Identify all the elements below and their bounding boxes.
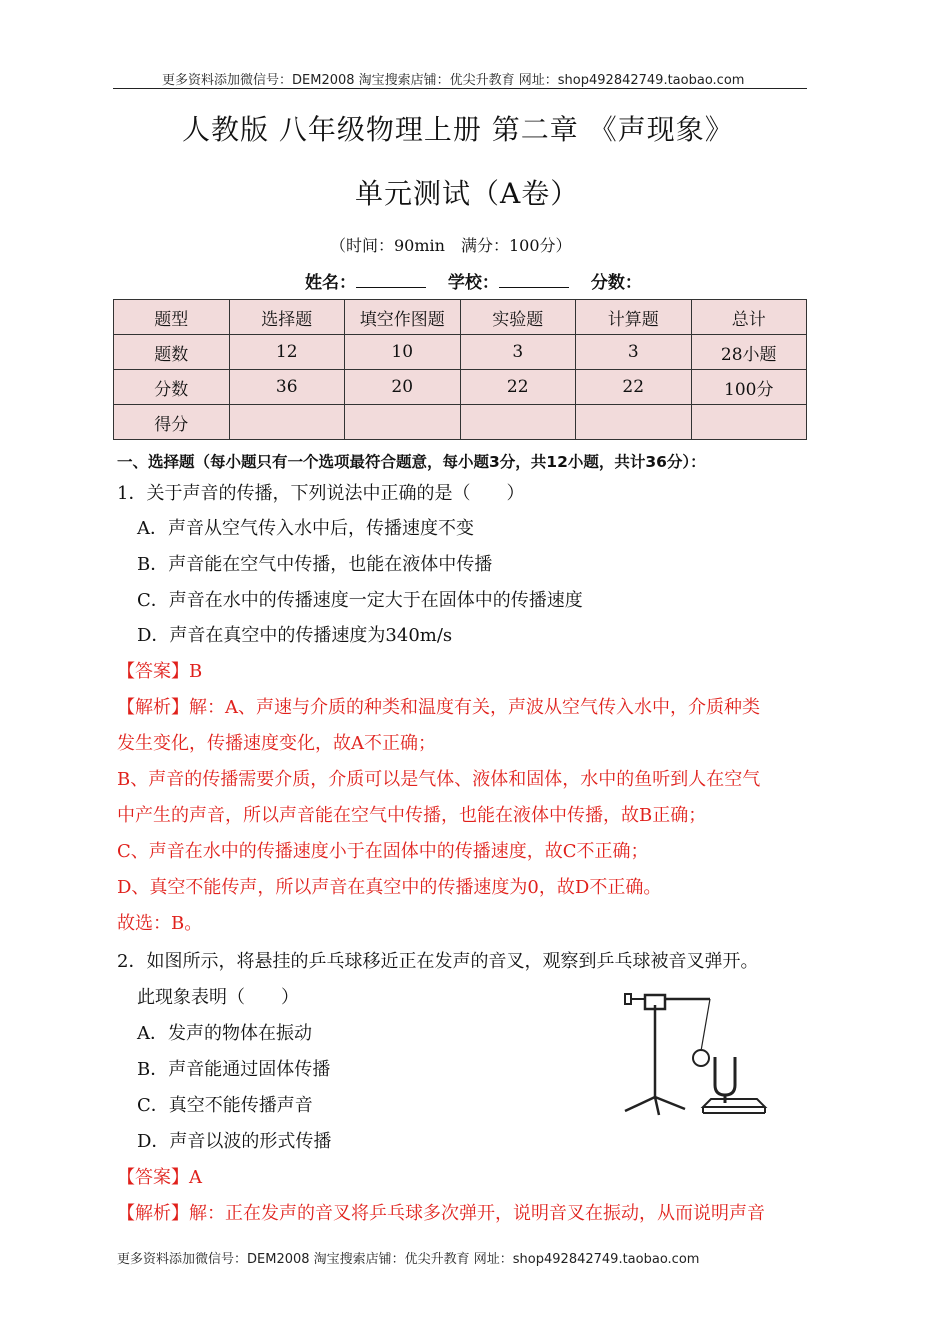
score-table-cell: 20 xyxy=(345,370,461,405)
name-row xyxy=(305,268,642,293)
q1-answer xyxy=(117,660,202,684)
tuning-fork-figure xyxy=(615,985,775,1117)
q1-analysis-line-7: 故选：B。 xyxy=(117,913,203,934)
q2-option-b: B．声音能通过固体传播 xyxy=(137,1059,331,1080)
score-table-row xyxy=(114,300,807,335)
q2-option-a: A．发声的物体在振动 xyxy=(137,1023,312,1044)
q1-option-a: A．声音从空气传入水中后，传播速度不变 xyxy=(137,518,474,539)
score-table-cell: 100分 xyxy=(691,370,807,405)
q2-option-d: D．声音以波的形式传播 xyxy=(137,1131,332,1152)
page-header: 更多资料添加微信号：DEM2008 淘宝搜索店铺：优尖升教育 网址：shop492842749.taobao.com xyxy=(162,73,745,88)
clamp-knob xyxy=(625,994,631,1004)
q1-analysis-line-2: 发生变化，传播速度变化，故A不正确； xyxy=(117,733,436,754)
exam-meta: （时间：90min 满分：100分） xyxy=(330,236,572,255)
q2-stem-2: 此现象表明（ ） xyxy=(137,987,299,1008)
q1-option-c: C．声音在水中的传播速度一定大于在固体中的传播速度 xyxy=(137,590,583,611)
q1-analysis-line-3: B、声音的传播需要介质，介质可以是气体、液体和固体，水中的鱼听到人在空气 xyxy=(117,769,761,790)
stand-leg-right xyxy=(655,1097,685,1109)
name-blank[interactable] xyxy=(356,271,426,288)
q1-option-b: B．声音能在空气中传播，也能在液体中传播 xyxy=(137,554,493,575)
score-table-row xyxy=(114,405,807,440)
q2-analysis-line-1 xyxy=(117,1202,765,1226)
q2-answer xyxy=(117,1166,202,1190)
score-table-cell: 28小题 xyxy=(691,335,807,370)
score-table-cell[interactable] xyxy=(345,405,461,440)
score-table-cell: 36 xyxy=(229,370,345,405)
score-table-cell: 22 xyxy=(576,370,692,405)
q2-analysis-text: 解：正在发声的音叉将乒乓球多次弹开，说明音叉在振动，从而说明声音 xyxy=(189,1203,765,1224)
q1-answer-value: B xyxy=(189,661,203,682)
q1-analysis-line-6: D、真空不能传声，所以声音在真空中的传播速度为0，故D不正确。 xyxy=(117,877,662,898)
ping-pong-ball xyxy=(693,1050,709,1066)
score-table-cell: 3 xyxy=(576,335,692,370)
score-table-cell: 分数 xyxy=(114,370,230,405)
tuning-fork-prongs xyxy=(715,1057,735,1095)
q1-analysis-tag: 【解析】 xyxy=(117,697,189,718)
score-table-cell: 题数 xyxy=(114,335,230,370)
score-table-row xyxy=(114,370,807,405)
score-table-cell: 总计 xyxy=(691,300,807,335)
q2-answer-value: A xyxy=(189,1167,202,1188)
q2-answer-tag: 【答案】 xyxy=(117,1167,189,1188)
q2-stem: 2．如图所示，将悬挂的乒乓球移近正在发声的音叉，观察到乒乓球被音叉弹开。 xyxy=(117,951,759,972)
score-table-cell[interactable] xyxy=(229,405,345,440)
score-table-cell: 题型 xyxy=(114,300,230,335)
q1-answer-tag: 【答案】 xyxy=(117,661,189,682)
score-table-cell: 实验题 xyxy=(460,300,576,335)
score-label: 分数： xyxy=(590,273,642,293)
score-table-cell: 12 xyxy=(229,335,345,370)
stand-leg-left xyxy=(625,1097,655,1111)
score-table-cell: 填空作图题 xyxy=(345,300,461,335)
score-table-cell: 得分 xyxy=(114,405,230,440)
q2-analysis-tag: 【解析】 xyxy=(117,1203,189,1224)
score-table-row xyxy=(114,335,807,370)
q1-analysis-text: 解：A、声速与介质的种类和温度有关，声波从空气传入水中，介质种类 xyxy=(189,697,760,718)
name-label: 姓名： xyxy=(305,273,356,293)
score-table-cell[interactable] xyxy=(576,405,692,440)
score-table-cell: 3 xyxy=(460,335,576,370)
score-table-cell[interactable] xyxy=(691,405,807,440)
page-footer: 更多资料添加微信号：DEM2008 淘宝搜索店铺：优尖升教育 网址：shop492842749.taobao.com xyxy=(117,1252,700,1267)
q1-analysis-line-4: 中产生的声音，所以声音能在空气中传播，也能在液体中传播，故B正确； xyxy=(117,805,707,826)
school-blank[interactable] xyxy=(499,271,569,288)
q1-stem: 1．关于声音的传播，下列说法中正确的是（ ） xyxy=(117,483,525,504)
title-line-2: 单元测试（A卷） xyxy=(355,177,580,210)
score-table-cell: 计算题 xyxy=(576,300,692,335)
q1-analysis-line-1 xyxy=(117,696,760,720)
score-table-cell: 10 xyxy=(345,335,461,370)
header-rule xyxy=(113,88,807,89)
score-table-cell: 22 xyxy=(460,370,576,405)
score-table xyxy=(113,299,807,440)
q2-option-c: C．真空不能传播声音 xyxy=(137,1095,313,1116)
score-table-cell: 选择题 xyxy=(229,300,345,335)
q1-option-d: D．声音在真空中的传播速度为340m/s xyxy=(137,625,453,646)
q1-analysis-line-5: C、声音在水中的传播速度小于在固体中的传播速度，故C不正确； xyxy=(117,841,649,862)
pendulum-string xyxy=(701,999,710,1051)
title-line-1: 人教版 八年级物理上册 第二章 《声现象》 xyxy=(182,113,734,146)
section-1-heading: 一、选择题（每小题只有一个选项最符合题意，每小题3分，共12小题，共计36分）： xyxy=(117,453,706,471)
score-table-cell[interactable] xyxy=(460,405,576,440)
tuning-fork-base xyxy=(703,1099,765,1107)
school-label: 学校： xyxy=(447,273,499,293)
